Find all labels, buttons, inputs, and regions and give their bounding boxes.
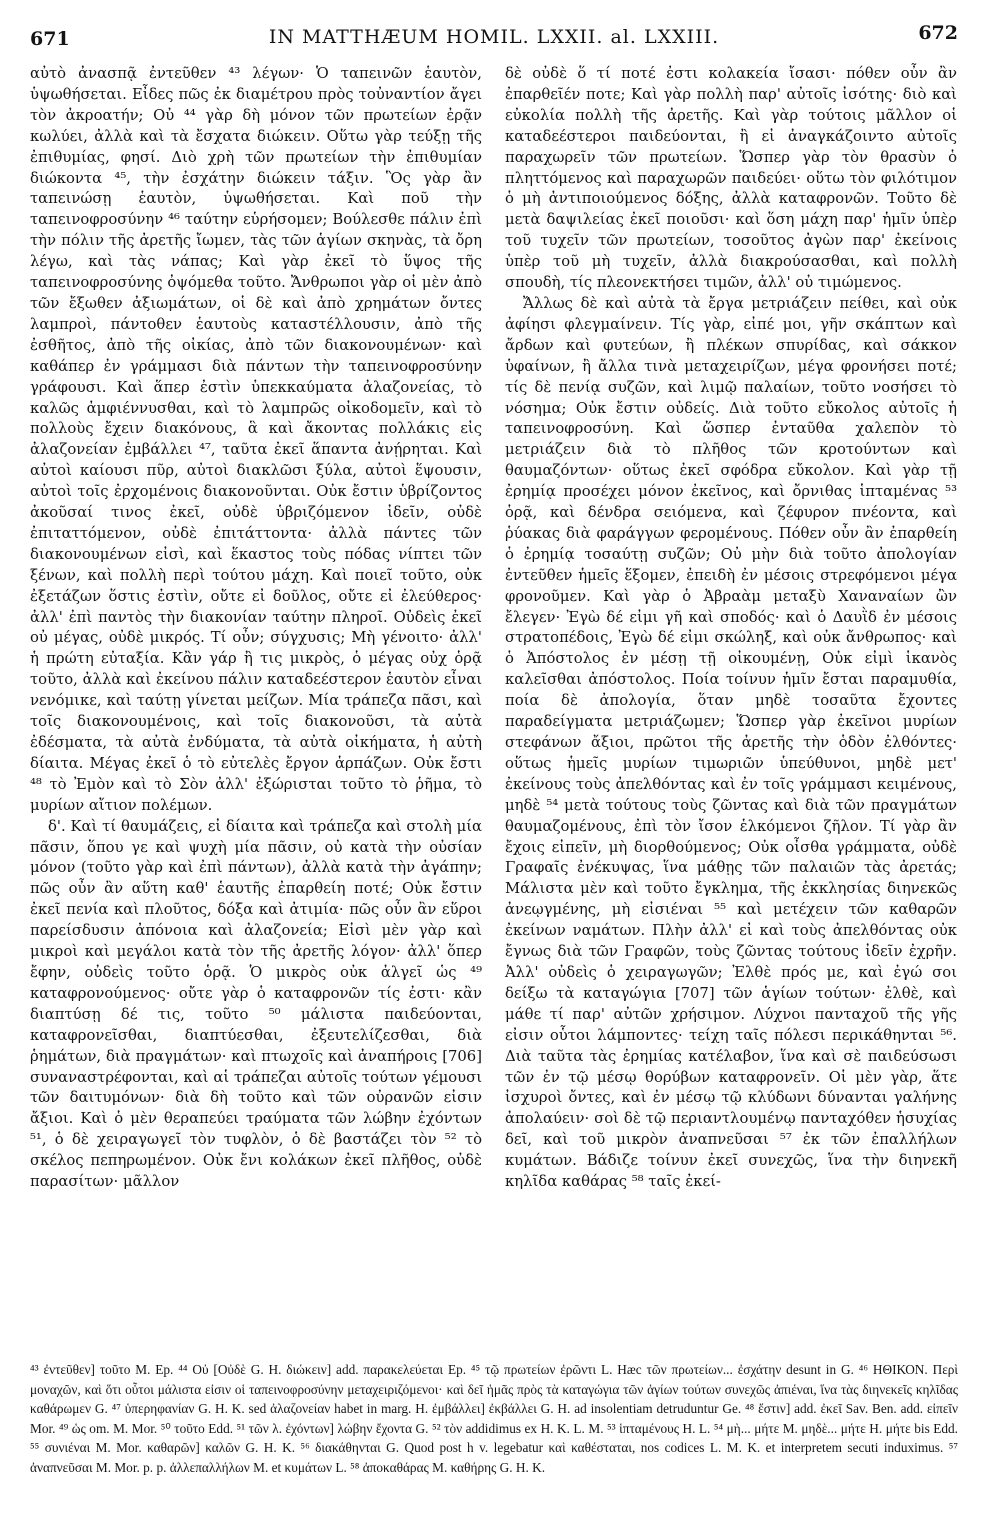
- left-paragraph-1: αὐτὸ ἀνασπᾷ ἐντεῦθεν ⁴³ λέγων· Ὁ ταπεινῶν ἑαυτὸν, ὑψωθήσεται. Εἶδες πῶς ἐκ διαμέτρου πρὸς τοὐναντίον ἄγει τὸν ἀκροατήν; Οὐ ⁴⁴ γὰρ δὴ μόνον τῶν πρωτείων ἐρᾷν κωλύει, ἀλλὰ καὶ τὰ ἔσχατα διώκειν. Οὕτω γὰρ τεύξῃ τῆς ἐπιθυμίας, φησί. Διὸ χρὴ τῶν πρωτείων τὴν ἐπιθυμίαν διώκοντα ⁴⁵, τὴν ἐσχάτην διώκειν τάξιν. Ὃς γὰρ ἂν ταπεινώσῃ ἑαυτὸν, ὑψωθήσεται. Καὶ ποῦ τὴν ταπεινοφροσύνην ⁴⁶ ταύτην εὑρήσομεν; Βούλεσθε πάλιν ἐπὶ τὴν πόλιν τῆς ἀρετῆς ἴωμεν, τὰς τῶν ἁγίων σκηνὰς, τὰ ὄρη λέγω, καὶ τὰς νάπας; Καὶ γὰρ ἐκεῖ τὸ ὕψος τῆς ταπεινοφροσύνης ὀψόμεθα τοῦτο. Ἄνθρωποι γὰρ οἱ μὲν ἀπὸ τῶν ἔξωθεν ἀξιωμάτων, οἱ δὲ καὶ ἀπὸ χρημάτων ὄντες λαμπροὶ, πάντοθεν ἑαυτοὺς καταστέλλουσιν, ἀπὸ τῆς ἐσθῆτος, ἀπὸ τῆς οἰκίας, ἀπὸ τῶν διακονουμένων· καὶ καθάπερ ἐν γράμμασι διὰ πάντων τὴν ταπεινοφροσύνην γράφουσι. Καὶ ἅπερ ἐστὶν ὑπεκκαύματα ἀλαζονείας, τὸ καλῶς ἀμφιέννυσθαι, καὶ τὸ λαμπρῶς οἰκοδομεῖν, καὶ τὸ πολλοὺς ἔχειν διακόνους, ἃ καὶ ἄκοντας πολλάκις εἰς ἀλαζονείαν ἐμβάλλει ⁴⁷, ταῦτα ἐκεῖ ἅπαντα ἀνῄρηται. Καὶ αὐτοὶ καίουσι πῦρ, αὐτοὶ διακλῶσι ξύλα, αὐτοὶ ἕψουσιν, αὐτοὶ τοῖς ἐρχομένοις διακονοῦνται. Οὐκ ἔστιν ὑβρίζοντος ἀκοῦσαί τινος ἐκεῖ, οὐδὲ ὑβριζόμενον ἰδεῖν, οὐδὲ ἐπιταττόμενον, οὐδὲ ἐπιτάττοντα· ἀλλὰ πάντες τῶν διακονουμένων εἰσὶ, καὶ ἕκαστος τοὺς πόδας νίπτει τῶν ξένων, καὶ πολλὴ περὶ τούτου μάχη. Καὶ ποιεῖ τοῦτο, οὐκ ἐξετάζων ὅστις ἐστὶν, οὔτε εἰ δοῦλος, οὔτε εἰ ἐλεύθερος· ἀλλ' ἐπὶ παντὸς τὴν διακονίαν ταύτην πληροῖ. Οὐδεὶς ἐκεῖ οὐ μέγας, οὐδὲ μικρός. Τί οὖν; σύγχυσις; Μὴ γένοιτο· ἀλλ' ἡ πρώτη εὐταξία. Κἂν γάρ ἢ τις μικρὸς, ὁ μέγας οὐχ ὁρᾷ τοῦτο, ἀλλὰ καὶ ἐκείνου πάλιν καταδεέστερον ἑαυτὸν εἶναι νενόμικε, καὶ ταύτῃ γίνεται μείζων. Μία τράπεζα πᾶσι, καὶ τοῖς διακονουμένοις, καὶ τοῖς διακονοῦσι, τὰ αὐτὰ ἐδέσματα, τὰ αὐτὰ ἐνδύματα, τὰ αὐτὰ οἰκήματα, ἡ αὐτὴ δίαιτα. Μέγας ἐκεῖ ὁ τὸ εὐτελὲς ἔργον ἁρπάζων. Οὐκ ἔστι ⁴⁸ τὸ Ἐμὸν καὶ τὸ Σὸν ἀλλ' ἐξώρισται τοῦτο τὸ ῥῆμα, τὸ μυρίων αἴτιον πολέμων.: [30, 65, 482, 814]
- page-number-left: 671: [30, 28, 70, 50]
- running-header: [30, 18, 958, 54]
- right-paragraph-1: δὲ οὐδὲ ὅ τί ποτέ ἐστι κολακεία ἴσασι· πόθεν οὖν ἂν ἐπαρθεῖέν ποτε; Καὶ γὰρ πολλὴ παρ' αὐτοῖς ἰσότης· διὸ καὶ εὐκολία πολλὴ τῆς ἀρετῆς. Καὶ γὰρ τούτοις μᾶλλον οἱ καταδεέστεροι παιδεύονται, ἢ εἰ ἀναγκάζοιντο αὐτοῖς παραχωρεῖν τῶν πρωτείων. Ὥσπερ γὰρ τὸν θρασὺν ὁ πληττόμενος καὶ παραχωρῶν παιδεύει· οὕτω τὸν φιλότιμον ὁ μὴ ἀντιποιούμενος δόξης, ἀλλὰ καταφρονῶν. Τοῦτο δὲ μετὰ δαψιλείας ἐκεῖ ποιοῦσι· καὶ ὅση μάχη παρ' ἡμῖν ὑπὲρ τοῦ τυχεῖν τῶν πρωτείων, τοσοῦτος ἀγὼν παρ' ἐκείνοις ὑπὲρ τοῦ μὴ τυχεῖν, ἀλλὰ διακρούσασθαι, καὶ πολλὴ σπουδὴ, τίς πλεονεκτήσει τιμῶν, ἀλλ' οὐ τιμώμενος.: [505, 65, 957, 292]
- right-column: [505, 64, 957, 1193]
- running-title: IN MATTHÆUM HOMIL. LXXII. al. LXXIII.: [268, 26, 720, 48]
- left-paragraph-2: δ'. Καὶ τί θαυμάζεις, εἰ δίαιτα καὶ τράπεζα καὶ στολὴ μία πᾶσιν, ὅπου γε καὶ ψυχὴ μία πᾶσιν, οὐ κατὰ τὴν οὐσίαν μόνον (τοῦτο γὰρ καὶ ἐπὶ πάντων), ἀλλὰ κατὰ τὴν ἀγάπην; πῶς οὖν ἂν αὕτη καθ' ἑαυτῆς ἐπαρθείη ποτέ; Οὐκ ἔστιν ἐκεῖ πενία καὶ πλοῦτος, δόξα καὶ ἀτιμία· πῶς οὖν ἂν εὕροι παρείσδυσιν ἀπόνοια καὶ ἀλαζονεία; Εἰσὶ μὲν γὰρ καὶ μικροὶ καὶ μεγάλοι κατὰ τὸν τῆς ἀρετῆς λόγον· ἀλλ' ὅπερ ἔφην, οὐδεὶς τοῦτο ὁρᾷ. Ὁ μικρὸς οὐκ ἀλγεῖ ὡς ⁴⁹ καταφρονούμενος· οὔτε γὰρ ὁ καταφρονῶν τίς ἐστι· κἂν διαπτύσῃ δέ τις, τοῦτο ⁵⁰ μάλιστα παιδεύονται, καταφρονεῖσθαι, διαπτύεσθαι, ἐξευτελίζεσθαι, διὰ ῥημάτων, διὰ πραγμάτων· καὶ πτωχοῖς καὶ ἀναπήροις [706] συναναστρέφονται, καὶ αἱ τράπεζαι αὐτοῖς τούτων γέμουσι τῶν δαιτυμόνων· διὰ δὴ τοῦτο καὶ τῶν οὐρανῶν εἰσιν ἄξιοι. Καὶ ὁ μὲν θεραπεύει τραύματα τῶν λώβην ἐχόντων ⁵¹, ὁ δὲ χειραγωγεῖ τὸν τυφλὸν, ὁ δὲ βαστάζει τὸν ⁵² τὸ σκέλος πεπηρωμένον. Οὐκ ἔνι κολάκων ἐκεῖ πλῆθος, οὐδὲ παρασίτων· μᾶλλον: [30, 817, 482, 1191]
- left-column: [30, 64, 482, 1193]
- page-number-right: 672: [918, 22, 958, 44]
- footnotes: [30, 1360, 958, 1477]
- right-paragraph-2: Ἄλλως δὲ καὶ αὐτὰ τὰ ἔργα μετριάζειν πείθει, καὶ οὐκ ἀφίησι φλεγμαίνειν. Τίς γὰρ, εἰπέ μοι, γῆν σκάπτων καὶ ἄρδων καὶ φυτεύων, ἢ πλέκων σπυρίδας, καὶ σάκκον ὑφαίνων, ἢ ἄλλα τινὰ μεταχειρίζων, μέγα φρονήσει ποτέ; τίς δὲ πενίᾳ συζῶν, καὶ λιμῷ παλαίων, τοῦτο νοσήσει τὸ νόσημα; Οὐκ ἔστιν οὐδείς. Διὰ τοῦτο εὔκολος αὐτοῖς ἡ ταπεινοφροσύνη. Καὶ ὥσπερ ἐνταῦθα χαλεπὸν τὸ μετριάζειν διὰ τὸ πλῆθος τῶν κροτούντων καὶ θαυμαζόντων· οὕτως ἐκεῖ σφόδρα εὔκολον. Καὶ γὰρ τῇ ἐρημίᾳ προσέχει μόνον ἐκεῖνος, καὶ ὄρνιθας ἱπταμένας ⁵³ ὁρᾷ, καὶ δένδρα σειόμενα, καὶ ζέφυρον πνέοντα, καὶ ῥύακας διὰ φαράγγων φερομένους. Πόθεν οὖν ἂν ἐπαρθείη ὁ ἐρημίᾳ τοσαύτῃ συζῶν; Οὐ μὴν διὰ τοῦτο ἀπολογίαν ἐντεῦθεν ἡμεῖς ἕξομεν, ἐπειδὴ ἐν μέσοις στρεφόμενοι μέγα φρονοῦμεν. Καὶ γὰρ ὁ Ἀβραὰμ μεταξὺ Χαναναίων ὢν ἔλεγεν· Ἐγὼ δέ εἰμι γῆ καὶ σποδός· καὶ ὁ Δαυῒδ ἐν μέσοις στρατοπέδοις, Ἐγὼ δέ εἰμι σκώληξ, καὶ οὐκ ἄνθρωπος· καὶ ὁ Ἀπόστολος ἐν μέσῃ τῇ οἰκουμένῃ, Οὐκ εἰμὶ ἱκανὸς καλεῖσθαι ἀπόστολος. Ποία τοίνυν ἡμῖν ἔσται παραμυθία, ποία δὲ ἀπολογία, ὅταν μηδὲ τοσαῦτα ἔχοντες παραδείγματα μετριάζωμεν; Ὥσπερ γὰρ ἐκεῖνοι μυρίων στεφάνων ἄξιοι, πρῶτοι τῆς ἀρετῆς τὴν ὁδὸν ἐλθόντες· οὕτως ἡμεῖς μυρίων τιμωριῶν ὑπεύθυνοι, μηδὲ μετ' ἐκείνους τοὺς ἀπελθόντας καὶ ἐν τοῖς γράμμασι κειμένους, μηδὲ ⁵⁴ μετὰ τούτους τοὺς ζῶντας καὶ διὰ τῶν πραγμάτων θαυμαζομένους, ἐπὶ τὸν ἴσον ἑλκόμενοι ζῆλον. Τί γὰρ ἂν ἔχοις εἰπεῖν, μὴ διορθούμενος; Οὐκ οἶσθα γράμματα, οὐδὲ Γραφαῖς ἐνέκυψας, ἵνα μάθῃς τῶν παλαιῶν τὰς ἀρετάς; Μάλιστα μὲν καὶ τοῦτο ἔγκλημα, τῆς ἐκκλησίας διηνεκῶς ἀνεῳγμένης, μὴ εἰσιέναι ⁵⁵ καὶ μετέχειν τῶν καθαρῶν ἐκείνων ναμάτων. Πλὴν ἀλλ' εἰ καὶ τοὺς ἀπελθόντας οὐκ ἔγνως διὰ τῶν Γραφῶν, τοὺς ζῶντας τούτους ἰδεῖν ἐχρῆν. Ἀλλ' οὐδεὶς ὁ χειραγωγῶν; Ἐλθὲ πρός με, καὶ ἐγώ σοι δείξω τὰ καταγώγια [707] τῶν ἁγίων τούτων· ἐλθὲ, καὶ μάθε τί παρ' αὐτῶν χρήσιμον. Λύχνοι πανταχοῦ τῆς γῆς εἰσιν οὗτοι λάμποντες· τείχη ταῖς πόλεσι περικάθηνται ⁵⁶. Διὰ ταῦτα τὰς ἐρημίας κατέλαβον, ἵνα καὶ σὲ παιδεύσωσι τῶν ἐν τῷ μέσῳ θορύβων καταφρονεῖν. Οἱ μὲν γὰρ, ἅτε ἰσχυροὶ ὄντες, καὶ ἐν μέσῳ τῷ κλύδωνι δύνανται γαλήνης ἀπολαύειν· σοὶ δὲ τῷ περιαντλουμένῳ πανταχόθεν ἡσυχίας δεῖ, καὶ τοῦ μικρὸν ἀναπνεῦσαι ⁵⁷ ἐκ τῶν ἐπαλλήλων κυμάτων. Βάδιζε τοίνυν ἐκεῖ συνεχῶς, ἵνα τὴν διηνεκῆ κηλῖδα καθάρας ⁵⁸ ταῖς ἐκεί-: [505, 294, 957, 1191]
- footnotes-text: ⁴³ ἐντεῦθεν] τοῦτο M. Ep. ⁴⁴ Οὐ [Οὐδὲ G. H. διώκειν] add. παρακελεύεται Ep. ⁴⁵ τῷ πρωτείων ἐρῶντι L. Hæc τῶν πρωτείων... ἐσχάτην desunt in G. ⁴⁶ ΗΘΙΚΟΝ. Περὶ μοναχῶν, καὶ ὅτι οὗτοι μάλιστα εἰσιν οἱ ταπεινοφροσύνην μεταχειριζόμενοι· καὶ δεῖ ἡμᾶς πρὸς τὰ καταγώγια τῶν ἁγίων τούτων συνεχῶς ἀπιέναι, ἵνα τὰς διηνεκεῖς κηλῖδας καθάρωμεν G. ⁴⁷ ὑπερηφανίαν G. H. K. sed ἀλαζονείαν habet in marg. H. ἐμβάλλει] ἐκβάλλει G. H. ad insolentiam detruduntur Ge. ⁴⁸ ἔστιν] add. ἐκεῖ Sav. Ben. add. εἰπεῖν Mor. ⁴⁹ ὡς om. M. Mor. ⁵⁰ τοῦτο Edd. ⁵¹ τῶν λ. ἐχόντων] λώβην ἔχοντα G. ⁵² τὸν addidimus ex H. K. L. M. ⁵³ ἱπταμένους H. L. ⁵⁴ μὴ... μήτε M. μηδὲ... μήτε H. μήτε bis Edd. ⁵⁵ συνιέναι M. Mor. καθαρῶν] καλῶν G. H. K. ⁵⁶ διακάθηνται G. Quod post h v. legebatur καὶ καθέσταται, nos codices L. M. K. et interpretem secuti induximus. ⁵⁷ ἀναπνεῦσαι M. Mor. p. p. ἀλλεπαλλήλων M. et κυμάτων L. ⁵⁸ ἀποκαθάρας M. καθήρης G. H. K.: [30, 1362, 958, 1475]
